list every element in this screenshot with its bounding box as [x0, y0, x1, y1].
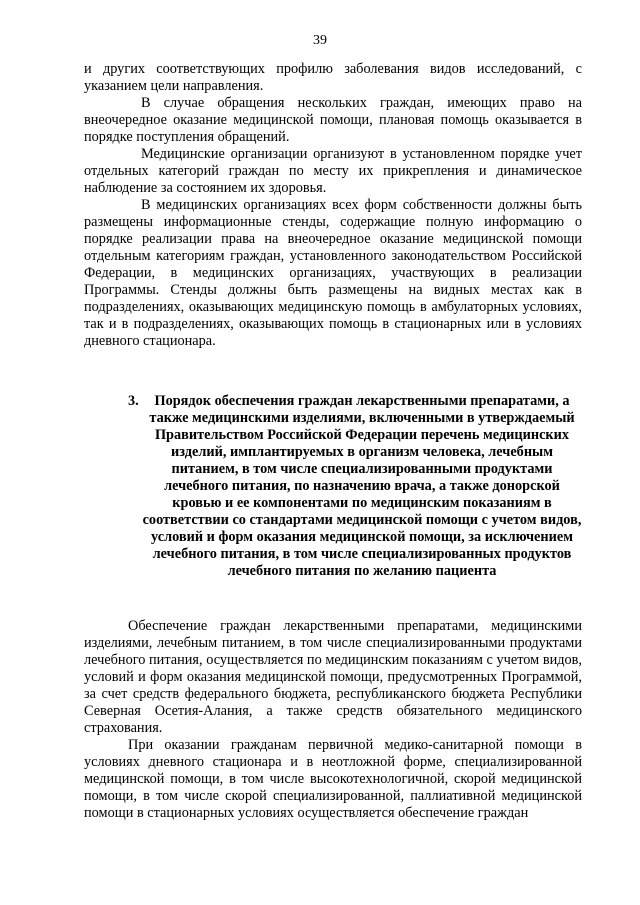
- section-title: Порядок обеспечения граждан лекарственными препаратами, а также медицинскими изделиями, включенными в утверждаемый Правительством Российской Федерации перечень медицинских изделий, имплантируемых в организм человека, лечебным питанием, в том числе специализированными продуктами лечебного питания, по назначению врача, а также донорской кровью и ее компонентами по медицинским показаниям в соответствии со стандартами медицинской помощи с учетом видов, условий и форм оказания медицинской помощи, за исключением лечебного питания, в том числе специализированных продуктов лечебного питания по желанию пациента: [142, 393, 582, 579]
- bottom-text-block: [84, 618, 582, 822]
- paragraph: При оказании гражданам первичной медико-санитарной помощи в условиях дневного стационара и в неотложной форме, специализированной медицинской помощи, в том числе высокотехнологичной, скорой медицинской помощи, в том числе скорой специализированной, паллиативной медицинской помощи в стационарных условиях осуществляется обеспечение граждан: [84, 737, 582, 821]
- page-number: 39: [313, 33, 327, 48]
- top-text-block: [84, 61, 582, 350]
- paragraph: Обеспечение граждан лекарственными препаратами, медицинскими изделиями, лечебным питанием, в том числе специализированными продуктами лечебного питания, осуществляется по медицинским показаниям с учетом видов, условий и форм оказания медицинской помощи, предусмотренных Программой, за счет средств федерального бюджета, республиканского бюджета Республики Северная Осетия-Алания, а также средств обязательного медицинского страхования.: [84, 618, 582, 736]
- section-heading: [118, 393, 586, 580]
- section-number: 3.: [128, 393, 139, 409]
- paragraph: В случае обращения нескольких граждан, имеющих право на внеочередное оказание медицинской помощи, плановая помощь оказывается в порядке поступления обращений.: [84, 95, 582, 145]
- paragraph: В медицинских организациях всех форм собственности должны быть размещены информационные стенды, содержащие полную информацию о порядке реализации права на внеочередное оказание медицинской помощи отдельным категориям граждан, установленного законодательством Российской Федерации, в медицинских организациях, участвующих в реализации Программы. Стенды должны быть размещены на видных местах как в подразделениях, оказывающих медицинскую помощь в амбулаторных условиях, так и в подразделениях, оказывающих помощь в стационарных или в условиях дневного стационара.: [84, 197, 582, 349]
- paragraph-continued: и других соответствующих профилю заболевания видов исследований, с указанием цели направления.: [84, 61, 582, 94]
- paragraph: Медицинские организации организуют в установленном порядке учет отдельных категорий граждан по месту их прикрепления и динамическое наблюдение за состоянием их здоровья.: [84, 146, 582, 196]
